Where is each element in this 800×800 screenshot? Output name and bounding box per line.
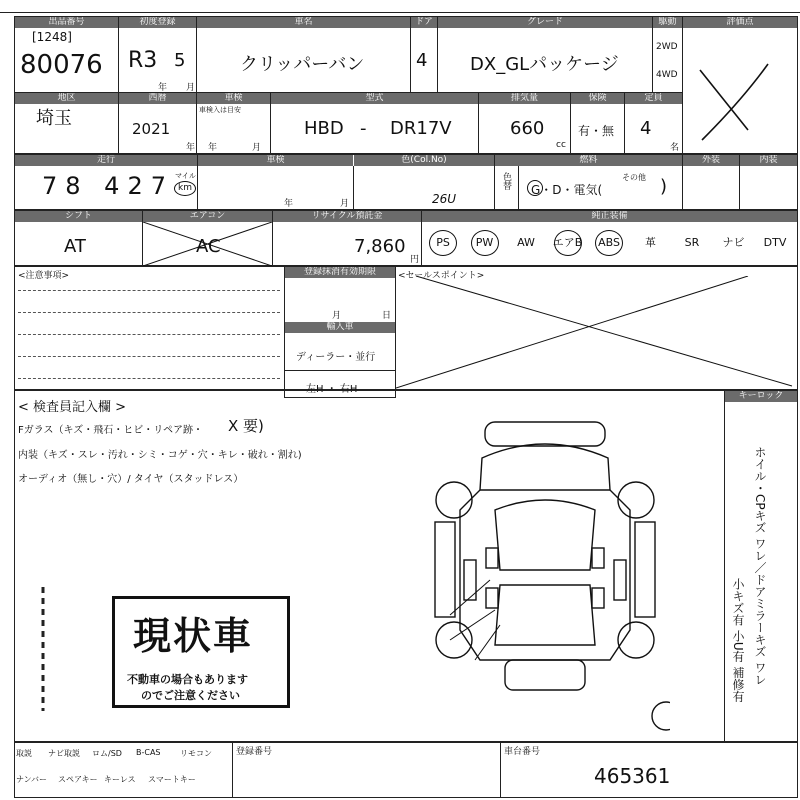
- chassis-number: 465361: [594, 764, 671, 788]
- label-mileage: 走行: [15, 155, 197, 166]
- label-ac: エアコン: [143, 211, 272, 222]
- equipment-circle-mark: [595, 230, 623, 256]
- equipment-circle-mark: [554, 230, 582, 256]
- equipment-circle-mark: [429, 230, 457, 256]
- label-drive: 駆動: [653, 17, 682, 28]
- label-caution: <注意事項>: [18, 271, 70, 281]
- footer-label: ナンバー: [16, 775, 48, 784]
- footer-label: ナビ取説: [48, 749, 80, 758]
- label-color-side: 色替: [501, 172, 511, 190]
- vertical-note-1: ホイル・CPキズ ワレ／ドアミラーキズ ワレ: [753, 446, 767, 686]
- equipment-item: AW: [517, 236, 535, 249]
- inspection-note: 車検入は目安: [199, 106, 241, 114]
- import-type: ディーラー・並行: [296, 352, 376, 363]
- drive-4wd: 4WD: [656, 70, 678, 80]
- label-recycle: リサイクル預託金: [273, 211, 421, 222]
- type-dash: -: [360, 118, 367, 139]
- recycle: 7,860: [354, 236, 406, 257]
- label-exterior: 外装: [683, 155, 739, 166]
- label-first-reg: 初度登録: [119, 17, 196, 28]
- drive-2wd: 2WD: [656, 42, 678, 52]
- first-reg-era: R3: [128, 48, 158, 73]
- stamp-line2: のでご注意ください: [141, 689, 240, 702]
- region: 埼玉: [36, 108, 72, 129]
- steering: 左H ・ 右H: [306, 384, 358, 395]
- footer-label: キーレス: [104, 775, 136, 784]
- equipment-item: PW: [475, 236, 494, 249]
- label-year: 西暦: [119, 93, 196, 104]
- fuel-close: ): [660, 176, 668, 197]
- inspector-line1-mark: X 要): [228, 417, 264, 435]
- unit-year-4: 年: [284, 199, 294, 209]
- score-cross-mark: [690, 60, 780, 145]
- first-reg-month: 5: [174, 50, 186, 71]
- label-type: 型式: [271, 93, 478, 104]
- lot-number: 80076: [20, 50, 103, 80]
- doors: 4: [416, 50, 428, 71]
- footer-label: スマートキー: [148, 775, 196, 784]
- stamp-title: 現状車: [133, 614, 254, 658]
- top-border: [0, 12, 800, 13]
- inspector-line2: 内装（キズ・スレ・汚れ・シミ・コゲ・穴・キレ・破れ・割れ): [18, 450, 302, 461]
- insurance: 有・無: [578, 124, 615, 138]
- footer-label: ロム/SD: [92, 749, 122, 758]
- unit-year-3: 年: [208, 143, 218, 153]
- selling-strike-lines: [396, 276, 798, 390]
- equipment-item: 革: [645, 236, 656, 249]
- label-reg-expiry: 登録抹消有効期限: [285, 267, 395, 278]
- handwritten-mark: [36, 585, 50, 715]
- label-shift: シフト: [15, 211, 142, 222]
- equipment-item: DTV: [763, 236, 787, 249]
- unit-month: 月: [186, 83, 196, 93]
- unit-capacity: 名: [670, 143, 680, 153]
- mileage: 78 427: [42, 172, 174, 200]
- unit-year: 年: [158, 83, 168, 93]
- unit-year-2: 年: [186, 143, 196, 153]
- fuel-other: その他: [622, 173, 646, 182]
- label-doors: ドア: [411, 17, 437, 28]
- ac: AC: [196, 236, 221, 257]
- label-color: 色(Col.No): [354, 155, 494, 166]
- stamp-line1: 不動車の場合もあります: [127, 673, 248, 686]
- label-selling: <セールスポイント>: [398, 271, 485, 281]
- model-name: クリッパーバン: [240, 54, 365, 75]
- equipment-item: エアB: [552, 236, 583, 249]
- equipment-circle-mark: [471, 230, 499, 256]
- inspector-label: < 検査員記入欄 >: [18, 400, 127, 415]
- unit-month-3: 月: [252, 143, 262, 153]
- label-interior: 内装: [740, 155, 797, 166]
- capacity: 4: [640, 118, 652, 139]
- type-prefix: HBD: [304, 118, 344, 139]
- footer-label: スペアキー: [58, 775, 98, 784]
- label-inspection: 車検: [197, 93, 270, 104]
- type-code: DR17V: [390, 118, 452, 139]
- unit-yen: 円: [410, 255, 420, 265]
- reg-day: 日: [382, 311, 392, 321]
- lot-code: [1248]: [32, 30, 72, 44]
- label-insurance: 保険: [571, 93, 624, 104]
- label-grade: グレード: [438, 17, 652, 28]
- label-keylock: キーロック: [725, 391, 797, 402]
- footer-label: B-CAS: [136, 748, 161, 757]
- equipment-item: PS: [436, 236, 450, 249]
- reg-month: 月: [332, 311, 342, 321]
- label-reg-no: 登録番号: [236, 747, 273, 757]
- label-chassis: 車台番号: [504, 747, 541, 757]
- unit-cc: cc: [556, 140, 566, 150]
- label-displacement: 排気量: [479, 93, 570, 104]
- unit-mile: マイル: [175, 172, 196, 180]
- label-equipment: 純正装備: [422, 211, 797, 222]
- as-is-stamp: [112, 596, 290, 708]
- label-capacity: 定員: [625, 93, 682, 104]
- label-remaining: 車検: [198, 155, 353, 166]
- inspector-line1: Fガラス（キズ・飛石・ヒビ・リペア跡・: [18, 425, 204, 436]
- equipment-item: ナビ: [722, 236, 745, 249]
- unit-month-4: 月: [340, 199, 350, 209]
- year: 2021: [132, 120, 171, 138]
- footer-label: 取説: [16, 749, 32, 758]
- shift: AT: [64, 236, 86, 257]
- equipment-item: ABS: [598, 236, 620, 249]
- displacement: 660: [510, 118, 545, 139]
- label-fuel: 燃料: [495, 155, 682, 166]
- auction-sheet: 出品番号 [1248] 80076 初度登録 R3 5 年 月 車名 クリッパーバン ドア 4 グレード DX_GLパッケージ 駆動 2WD 4WD 評価点 地区 埼玉 西暦 2021 年 車検 車検入は目安 年 月 型式 HBD - DR17V 排気量 660 cc 保険 有・無 定員 4 名 走行 車検 色(Col.No) 燃料 外装 内装 78 427 マイル km 年 月 26U 色替 G・D・電気( その他 ) シフト エアコン リサイクル預託金 純正装備 AT AC 7,860 円 PS PW AW エアB ABS 革 SR ナビ DTV <注意事項> 登録抹消有効期限 月 日 輸入車 ディーラー・並行 左H ・ 右H <セールスポイント> < 検査員記入欄 > Fガラス（キズ・飛石・ヒビ・リペア跡・ X 要) 内装（キズ・スレ・汚れ・シミ・コゲ・穴・キレ・破れ・割れ) オーディオ（無し・穴）/ タイヤ（スタッドレス） 現状車 不動車の場合もあります のでご注意ください キーロック ホイル・CPキズ ワレ／ドアミラーキズ ワレ 小キズ有 小U有 補修有 取説 ナビ取説 ロム/SD B-CAS リモコン ナンバー スペアキー キーレス スマートキー 登録番号 車台番号 465361: [0, 0, 800, 800]
- inspector-line3: オーディオ（無し・穴）/ タイヤ（スタッドレス）: [18, 474, 244, 485]
- fuel-options: G・D・電気(: [531, 183, 603, 197]
- footer-label: リモコン: [180, 749, 212, 758]
- car-damage-diagram: [420, 410, 670, 740]
- equipment-item: SR: [684, 236, 700, 249]
- vertical-note-2: 小キズ有 小U有 補修有: [731, 578, 745, 703]
- grade: DX_GLパッケージ: [470, 54, 619, 75]
- label-import: 輸入車: [285, 322, 395, 333]
- color-value: 26U: [432, 192, 457, 206]
- unit-km: km: [178, 183, 192, 193]
- footer-frame: [14, 742, 798, 798]
- label-model-name: 車名: [197, 17, 410, 28]
- label-score: 評価点: [683, 17, 797, 28]
